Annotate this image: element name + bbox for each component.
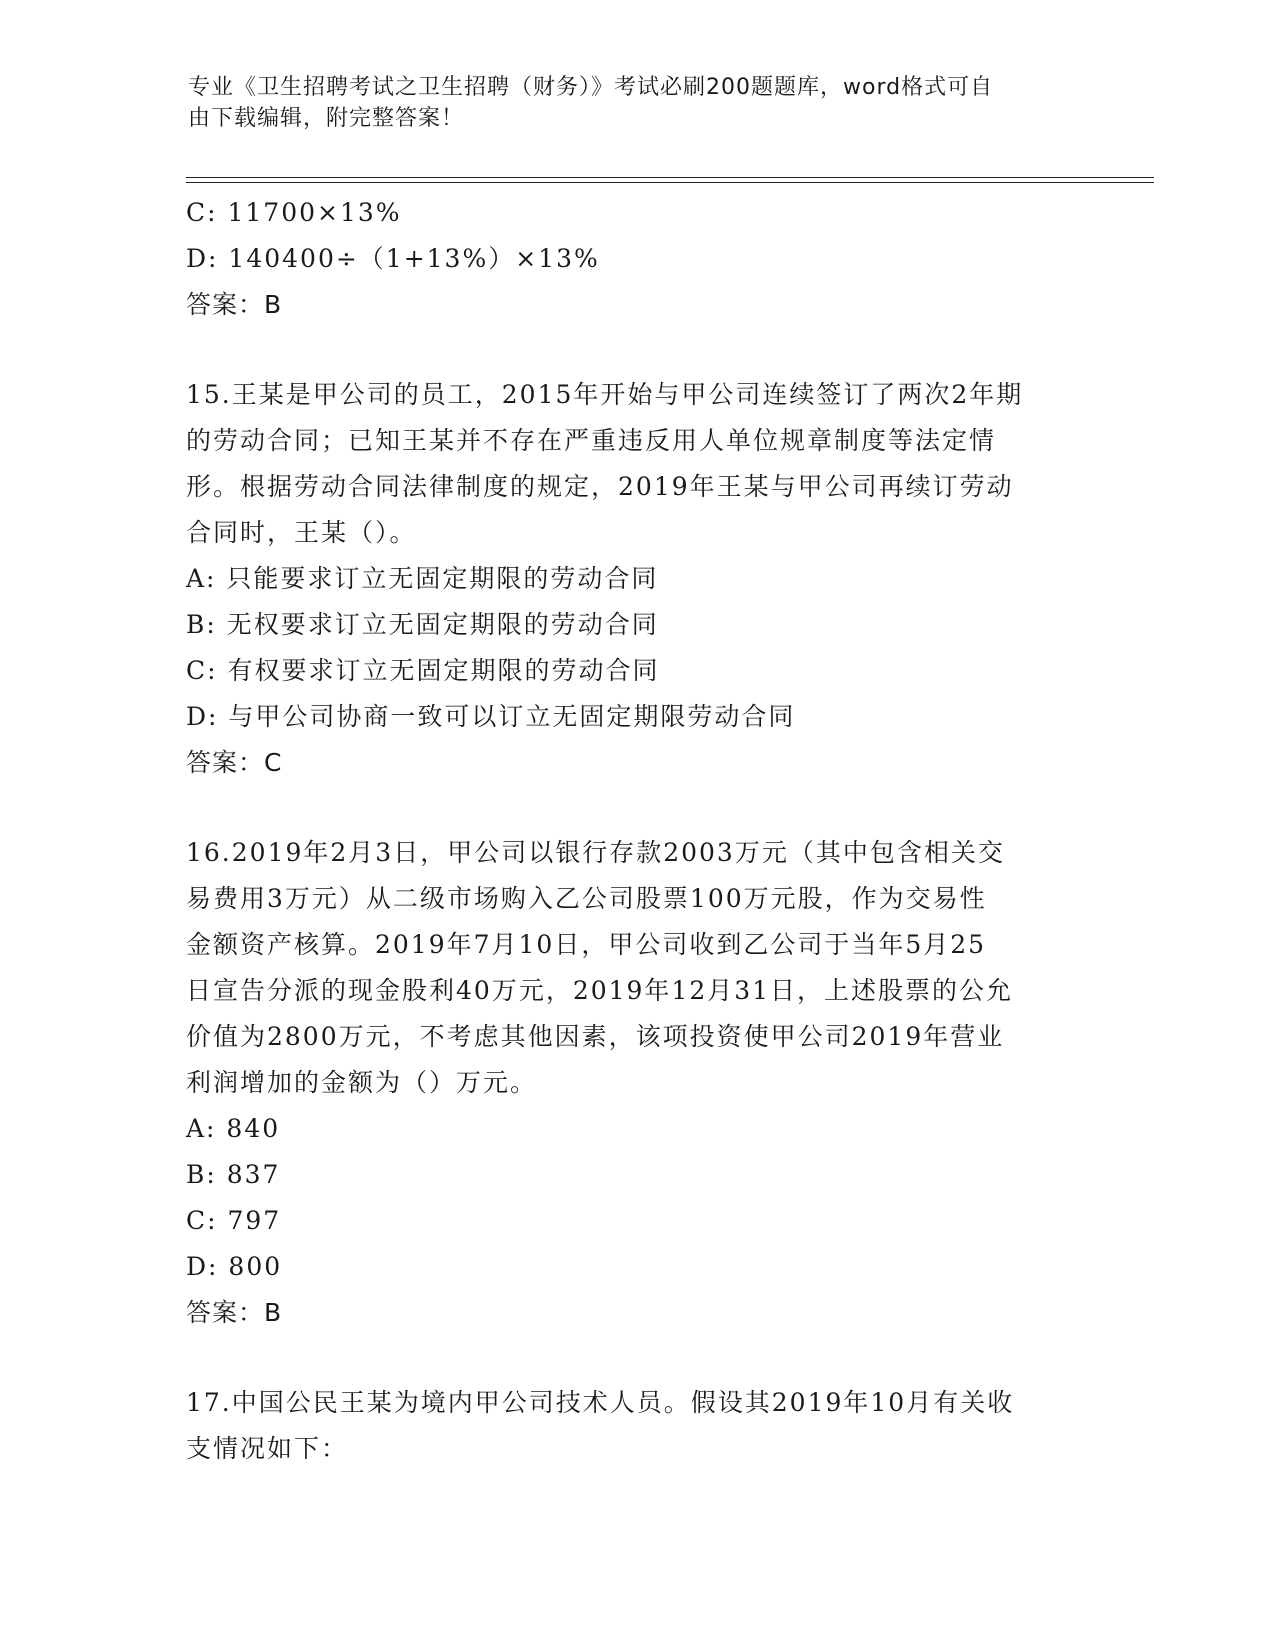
option-d: D: 800: [186, 1252, 283, 1281]
answer-line: 答案：C: [186, 748, 283, 777]
question-stem-line: 易费用3万元）从二级市场购入乙公司股票100万元股，作为交易性: [186, 884, 987, 913]
answer-line: 答案：B: [186, 290, 283, 319]
question-stem-line: 17.中国公民王某为境内甲公司技术人员。假设其2019年10月有关收: [186, 1388, 1015, 1417]
question-stem-line: 的劳动合同；已知王某并不存在严重违反用人单位规章制度等法定情: [186, 426, 997, 455]
spacer: [186, 786, 1086, 830]
option-a: A: 只能要求订立无固定期限的劳动合同: [186, 564, 659, 593]
question-stem-line: 利润增加的金额为（）万元。: [186, 1068, 538, 1097]
header-title-line-2: 由下载编辑，附完整答案！: [188, 106, 465, 131]
question-stem-line: 价值为2800万元，不考虑其他因素，该项投资使甲公司2019年营业: [186, 1022, 1005, 1051]
option-c: C: 有权要求订立无固定期限的劳动合同: [186, 656, 660, 685]
question-stem-line: 日宣告分派的现金股利40万元，2019年12月31日，上述股票的公允: [186, 976, 1014, 1005]
question-stem-line: 金额资产核算。2019年7月10日，甲公司收到乙公司于当年5月25: [186, 930, 987, 959]
header-divider-bottom: [186, 182, 1154, 183]
header-title-line-1: 专业《卫生招聘考试之卫生招聘（财务）》考试必刷200题题库，word格式可自: [188, 75, 994, 100]
spacer: [186, 1336, 1086, 1380]
question-list: [186, 190, 1086, 1472]
spacer: [186, 328, 1086, 372]
option-c: C: 797: [186, 1206, 282, 1235]
question-14-tail: [186, 190, 1086, 328]
option-b: B: 837: [186, 1160, 281, 1189]
option-d: D: 与甲公司协商一致可以订立无固定期限劳动合同: [186, 702, 796, 731]
question-15: [186, 372, 1086, 786]
option-b: B: 无权要求订立无固定期限的劳动合同: [186, 610, 659, 639]
option-c: C: 11700×13%: [186, 198, 402, 227]
question-stem-line: 15.王某是甲公司的员工，2015年开始与甲公司连续签订了两次2年期: [186, 380, 1024, 409]
question-16: [186, 830, 1086, 1336]
question-stem-line: 16.2019年2月3日，甲公司以银行存款2003万元（其中包含相关交: [186, 838, 1005, 867]
question-stem-line: 支情况如下：: [186, 1434, 349, 1463]
header-divider-top: [186, 177, 1154, 178]
page-header: [188, 72, 1068, 134]
question-17: [186, 1380, 1086, 1472]
option-d: D: 140400÷（1+13%）×13%: [186, 244, 600, 273]
answer-line: 答案：B: [186, 1298, 283, 1327]
question-stem-line: 合同时，王某（）。: [186, 518, 417, 547]
option-a: A: 840: [186, 1114, 281, 1143]
question-stem-line: 形。根据劳动合同法律制度的规定，2019年王某与甲公司再续订劳动: [186, 472, 1014, 501]
